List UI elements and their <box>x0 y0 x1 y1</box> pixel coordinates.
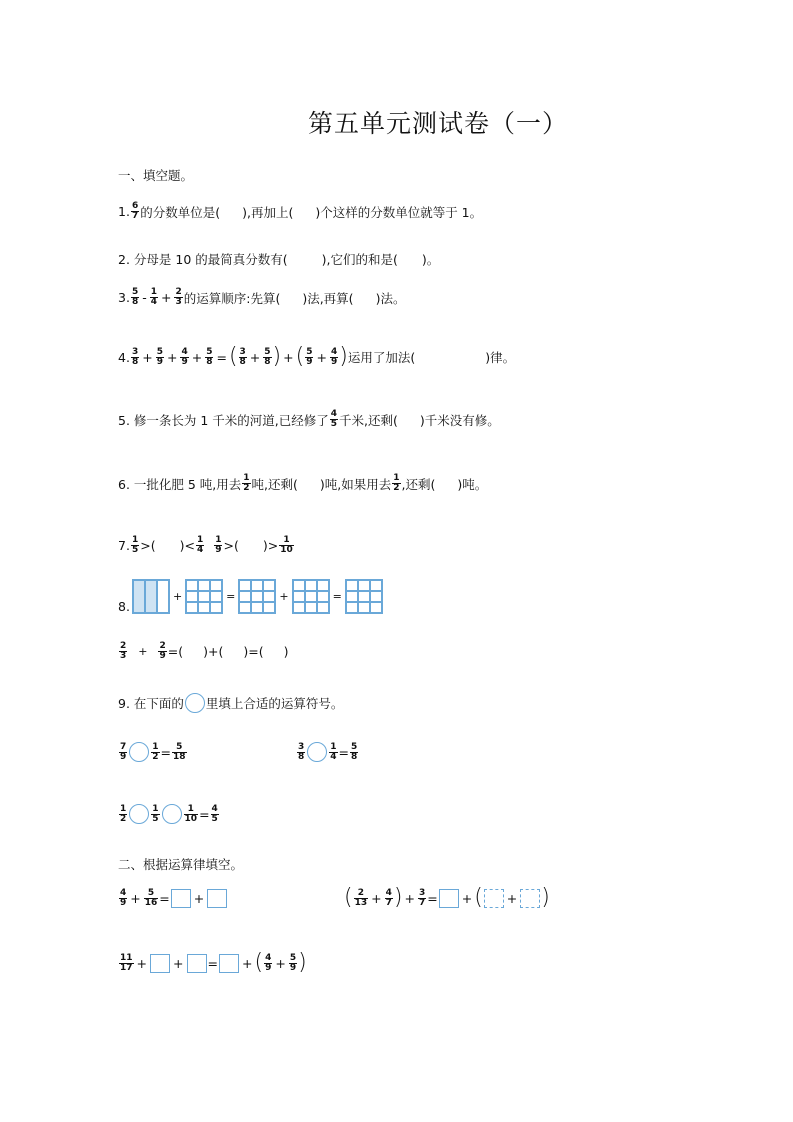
q6-text-3: )吨,如果用去 <box>319 476 392 492</box>
q4-plus: + <box>283 349 294 365</box>
answer-box[interactable] <box>187 954 207 973</box>
s2-expression-3 <box>118 952 307 974</box>
q4-text-1: 运用了加法( <box>347 350 416 365</box>
q1-fraction: $\frac{6}{7}$ <box>131 201 139 221</box>
fraction: $\frac{1}{2}$ <box>152 741 159 762</box>
operator-circle-blank[interactable] <box>162 804 182 824</box>
answer-box[interactable] <box>171 889 191 908</box>
q4-number: 4. <box>118 349 130 365</box>
q6-text-2: 吨,还剩( <box>251 476 298 492</box>
answer-box[interactable] <box>219 954 239 973</box>
plus: + <box>136 955 148 971</box>
answer-box[interactable] <box>207 889 227 908</box>
q4-plus: + <box>191 349 203 365</box>
q6-text-1: 6. 一批化肥 5 吨,用去 <box>118 476 242 492</box>
plus: + <box>461 890 473 906</box>
paren-open: ( <box>344 885 353 910</box>
q3-plus: + <box>160 290 172 305</box>
paren-close: ) <box>541 885 550 910</box>
q5-text-3: )千米没有修。 <box>419 412 500 428</box>
q8-text-3: )=( <box>243 644 264 659</box>
fraction: $\frac{4}{9}$ <box>120 888 127 908</box>
question-8-figure <box>118 579 383 614</box>
q9-text-1: 9. 在下面的 <box>118 696 184 711</box>
plus: + <box>130 891 141 906</box>
q4-paren-open: ( <box>228 344 238 369</box>
q3-text-3: )法。 <box>375 290 406 306</box>
fraction: $\frac{1}{2}$ <box>120 803 127 824</box>
q3-minus: - <box>142 290 147 305</box>
fraction: $\frac{7}{9}$ <box>120 741 127 762</box>
fraction-grid-thirds <box>132 579 170 614</box>
q3-fraction-1: $\frac{5}{8}$ <box>131 287 139 307</box>
equals: = <box>207 955 218 971</box>
q6-fraction-1: $\frac{1}{2}$ <box>243 473 250 493</box>
answer-box[interactable] <box>439 889 459 908</box>
q4-plus: + <box>142 349 153 365</box>
paren-close: ) <box>298 950 307 975</box>
q4-equals: = <box>216 349 227 365</box>
q8-plus: + <box>172 590 183 603</box>
paren-open: ( <box>254 950 264 975</box>
plus: + <box>193 891 205 906</box>
fraction: $\frac{3}{8}$ <box>298 741 305 762</box>
q4-paren-close: ) <box>339 344 348 369</box>
q8-plus: + <box>138 645 148 658</box>
q4-plus: + <box>316 349 327 365</box>
q4-plus: + <box>166 349 178 365</box>
q3-fraction-2: $\frac{1}{4}$ <box>150 287 157 307</box>
q9-text-2: 里填上合适的运算符号。 <box>205 696 344 711</box>
q7-paren-close: ) <box>262 538 268 553</box>
fraction: $\frac{4}{7}$ <box>385 887 392 908</box>
q7-greater-than: > <box>140 538 151 553</box>
blank-circle-icon <box>185 693 205 713</box>
q8-text-2: )+( <box>203 644 224 659</box>
q4-paren-close: ) <box>272 344 282 369</box>
q1-text-3: )个这样的分数单位就等于 1。 <box>315 204 483 220</box>
q1-number: 1. <box>118 204 130 219</box>
q7-fraction-3: $\frac{1}{9}$ <box>215 535 222 555</box>
plus: + <box>506 890 518 906</box>
section-1-heading: 一、填空题。 <box>118 168 194 183</box>
q4-fraction: $\frac{3}{8}$ <box>131 346 139 367</box>
q5-text-1: 5. 修一条长为 1 千米的河道,已经修了 <box>118 412 329 428</box>
fraction-grid-ninths[interactable] <box>185 579 223 614</box>
q7-paren-close: ) <box>179 538 185 553</box>
q7-greater-than: > <box>267 538 279 553</box>
q4-fraction: $\frac{4}{9}$ <box>181 346 188 367</box>
fraction: $\frac{1}{4}$ <box>330 741 337 762</box>
q2-text-2: ),它们的和是( <box>321 252 398 267</box>
q1-text-2: ),再加上( <box>242 204 294 220</box>
fraction: $\frac{5}{16}$ <box>144 888 158 908</box>
fraction: $\frac{2}{13}$ <box>354 887 368 908</box>
q7-paren-open: ( <box>233 538 239 553</box>
paren-open: ( <box>474 885 483 910</box>
s2-expression-1 <box>118 889 228 908</box>
fraction-grid-ninths[interactable] <box>238 579 276 614</box>
q3-text-2: )法,再算( <box>302 290 354 306</box>
equals: = <box>160 744 172 760</box>
q2-text-3: )。 <box>421 252 440 267</box>
equals: = <box>199 806 210 822</box>
q9-expression-3 <box>118 804 220 824</box>
plus: + <box>173 955 184 971</box>
plus: + <box>404 890 415 906</box>
q7-less-than: < <box>184 538 195 553</box>
q4-fraction: $\frac{5}{9}$ <box>156 346 163 367</box>
fraction: $\frac{5}{8}$ <box>351 741 358 762</box>
q4-fraction: $\frac{5}{9}$ <box>306 346 313 367</box>
q5-text-2: 千米,还剩( <box>339 412 398 428</box>
q9-expression-1 <box>118 742 188 762</box>
q8-number: 8. <box>118 599 130 614</box>
page-title: 第五单元测试卷（一） <box>308 109 569 138</box>
q8-text-4: ) <box>283 644 289 659</box>
fraction: $\frac{5}{9}$ <box>289 952 297 973</box>
q8-equals: = <box>332 590 342 603</box>
paren-close: ) <box>393 885 403 910</box>
fraction: $\frac{5}{18}$ <box>173 741 186 762</box>
fraction: $\frac{1}{10}$ <box>184 803 198 824</box>
q2-text-1: 2. 分母是 10 的最简真分数有( <box>118 252 288 267</box>
q1-text-1: 的分数单位是( <box>140 204 221 220</box>
operator-circle-blank[interactable] <box>129 804 149 824</box>
q4-plus: + <box>249 349 261 365</box>
q8-fraction-2: $\frac{2}{9}$ <box>159 641 166 661</box>
q3-text-1: 的运算顺序:先算( <box>183 290 281 306</box>
q4-fraction: $\frac{5}{8}$ <box>206 346 213 367</box>
q7-fraction-2: $\frac{1}{4}$ <box>196 535 204 555</box>
s2-expression-2 <box>344 887 550 909</box>
plus: + <box>275 955 286 971</box>
equals: = <box>159 891 170 906</box>
q7-fraction-1: $\frac{1}{5}$ <box>131 535 139 555</box>
q6-fraction-2: $\frac{1}{2}$ <box>393 473 400 493</box>
question-1 <box>118 202 482 221</box>
q7-paren-open: ( <box>150 538 156 553</box>
question-4 <box>118 346 515 368</box>
q6-text-5: )吨。 <box>457 476 488 492</box>
fraction: $\frac{1}{5}$ <box>152 803 159 824</box>
fraction: $\frac{4}{5}$ <box>211 803 218 824</box>
answer-box[interactable] <box>484 889 504 908</box>
q4-fraction: $\frac{5}{8}$ <box>264 346 271 367</box>
q3-number: 3. <box>118 290 130 305</box>
question-7 <box>118 536 295 555</box>
q7-greater-than: > <box>223 538 234 553</box>
q3-fraction-3: $\frac{2}{3}$ <box>175 287 182 307</box>
question-6 <box>118 474 487 493</box>
q6-text-4: ,还剩( <box>401 476 436 492</box>
q7-number: 7. <box>118 538 130 553</box>
section-2-heading: 二、根据运算律填空。 <box>118 857 244 872</box>
q8-equals: = <box>226 590 236 603</box>
question-8-equation <box>118 642 288 661</box>
q4-text-2: )律。 <box>485 350 516 365</box>
answer-box[interactable] <box>150 954 170 973</box>
q4-fraction: $\frac{3}{8}$ <box>239 346 246 367</box>
equals: = <box>427 890 438 906</box>
q5-fraction: $\frac{4}{5}$ <box>330 409 338 429</box>
question-5 <box>118 410 500 429</box>
fraction: $\frac{11}{17}$ <box>120 952 133 973</box>
q7-fraction-4: $\frac{1}{10}$ <box>280 535 293 555</box>
answer-box[interactable] <box>520 889 540 908</box>
q4-paren-open: ( <box>295 344 305 369</box>
q8-text-1: =( <box>167 644 184 659</box>
operator-circle-blank[interactable] <box>307 742 327 762</box>
question-9 <box>118 693 343 713</box>
q4-fraction: $\frac{4}{9}$ <box>330 346 338 367</box>
operator-circle-blank[interactable] <box>129 742 149 762</box>
q9-expression-2 <box>296 742 359 762</box>
fraction-grid-ninths[interactable] <box>345 579 383 614</box>
fraction-grid-ninths[interactable] <box>292 579 330 614</box>
plus: + <box>241 955 253 971</box>
question-3 <box>118 288 405 307</box>
fraction: $\frac{3}{7}$ <box>418 887 426 908</box>
fraction: $\frac{4}{9}$ <box>265 952 272 973</box>
plus: + <box>371 890 382 906</box>
equals: = <box>338 744 350 760</box>
q8-plus: + <box>279 590 289 603</box>
q8-fraction-1: $\frac{2}{3}$ <box>120 641 127 661</box>
question-2 <box>118 250 439 268</box>
